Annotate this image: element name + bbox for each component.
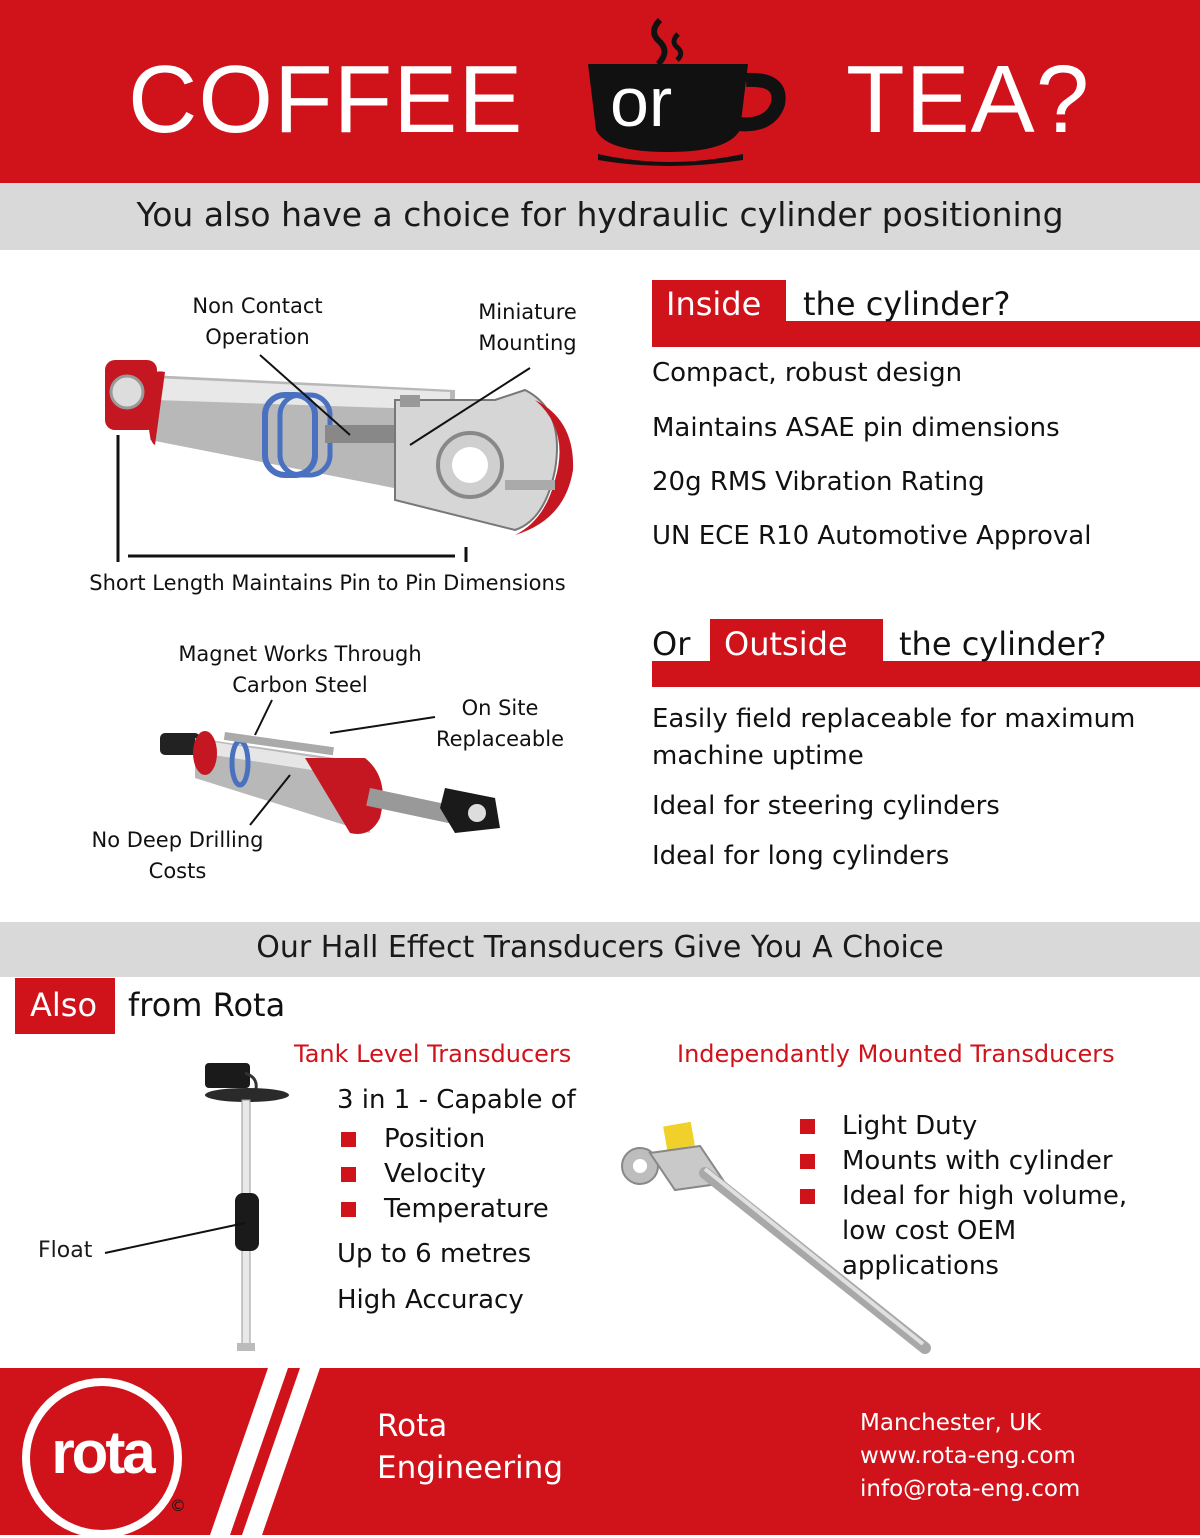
callout-magnet [150, 639, 450, 701]
callout-no-drilling-line2: Costs [148, 859, 207, 883]
callout-non-contact-line2: Operation [205, 325, 310, 349]
callout-magnet-line2: Carbon Steel [232, 673, 368, 697]
bullet-square-icon [800, 1154, 815, 1169]
bullet-square-icon [341, 1202, 356, 1217]
independent-bullet-light [800, 1109, 977, 1144]
callout-miniature [455, 297, 600, 359]
tank-extra-accuracy: High Accuracy [337, 1285, 524, 1315]
company-line2: Engineering [377, 1450, 563, 1486]
callout-magnet-line1: Magnet Works Through [178, 642, 422, 666]
tank-bullet-velocity-text: Velocity [384, 1159, 486, 1189]
independent-bullet-light-text: Light Duty [842, 1111, 978, 1141]
tank-bullet-position [341, 1122, 485, 1157]
bullet-square-icon [800, 1119, 815, 1134]
outside-callout-lines [240, 695, 440, 845]
inside-feature-1: Compact, robust design [652, 358, 963, 388]
outside-feature-1: Easily field replaceable for maximum [652, 704, 1136, 734]
coffee-word: COFFEE [128, 46, 524, 153]
callout-short-length: Short Length Maintains Pin to Pin Dimensions [89, 571, 566, 595]
copyright-mark: © [170, 1496, 186, 1515]
callout-on-site [420, 693, 580, 755]
footer-location: Manchester, UK [860, 1410, 1042, 1436]
footer-website[interactable]: www.rota-eng.com [860, 1443, 1076, 1469]
outside-heading: the cylinder? [899, 625, 1107, 663]
callout-non-contact-line1: Non Contact [192, 294, 323, 318]
also-tag: Also [30, 986, 98, 1024]
independent-bullet-mounts [800, 1144, 1113, 1179]
bullet-square-icon [341, 1167, 356, 1182]
logo-text: rota [51, 1419, 153, 1486]
independent-bullet-ideal-text: Ideal for high volume, [842, 1181, 1128, 1211]
callout-on-site-line1: On Site [461, 696, 539, 720]
tank-bullet-temperature-text: Temperature [384, 1194, 549, 1224]
subtitle-bar [0, 183, 1200, 250]
outside-tag: Outside [724, 625, 848, 663]
also-heading: from Rota [128, 986, 286, 1024]
hall-effect-text: Our Hall Effect Transducers Give You A Choice [256, 930, 944, 965]
callout-on-site-line2: Replaceable [435, 727, 565, 751]
subtitle-text: You also have a choice for hydraulic cylinder positioning [136, 195, 1064, 234]
float-pointer-line [100, 1215, 250, 1260]
outside-feature-1-cont: machine uptime [652, 741, 864, 771]
callout-non-contact [170, 291, 345, 353]
tank-title: Tank Level Transducers [294, 1040, 572, 1068]
bullet-square-icon [341, 1132, 356, 1147]
footer [0, 1368, 1200, 1535]
outside-feature-2: Ideal for steering cylinders [652, 791, 1000, 821]
tank-bullet-temperature [341, 1192, 549, 1227]
tank-bullet-position-text: Position [384, 1124, 486, 1154]
float-label: Float [38, 1238, 93, 1263]
outside-feature-3: Ideal for long cylinders [652, 841, 950, 871]
tank-extra-range: Up to 6 metres [337, 1239, 532, 1269]
inside-feature-2: Maintains ASAE pin dimensions [652, 413, 1060, 443]
independent-cont-2: applications [842, 1251, 999, 1281]
top-banner [0, 0, 1200, 183]
tea-word: TEA? [846, 46, 1091, 153]
independent-bullet-ideal [800, 1179, 1127, 1214]
callout-no-drilling [65, 825, 290, 887]
inside-tag: Inside [666, 285, 762, 323]
inside-heading: the cylinder? [803, 285, 1011, 323]
independent-bullet-mounts-text: Mounts with cylinder [842, 1146, 1113, 1176]
tank-level-transducer-image [195, 1058, 305, 1358]
outside-prefix: Or [652, 625, 691, 663]
independent-cont-1: low cost OEM [842, 1216, 1017, 1246]
inside-feature-4: UN ECE R10 Automotive Approval [652, 521, 1092, 551]
footer-email[interactable]: info@rota-eng.com [860, 1476, 1081, 1502]
company-line1: Rota [377, 1408, 448, 1444]
independent-title: Independantly Mounted Transducers [677, 1040, 1115, 1068]
callout-miniature-line1: Miniature [478, 300, 577, 324]
or-word: or [610, 63, 673, 141]
callout-no-drilling-line1: No Deep Drilling [91, 828, 264, 852]
hall-effect-bar [0, 922, 1200, 977]
tank-bullet-velocity [341, 1157, 486, 1192]
inside-feature-3: 20g RMS Vibration Rating [652, 467, 985, 497]
tank-intro: 3 in 1 - Capable of [337, 1085, 576, 1115]
bullet-square-icon [800, 1189, 815, 1204]
footer-diagonal-stripes [200, 1368, 340, 1535]
inside-callout-lines [110, 340, 550, 570]
callout-miniature-line2: Mounting [478, 331, 577, 355]
